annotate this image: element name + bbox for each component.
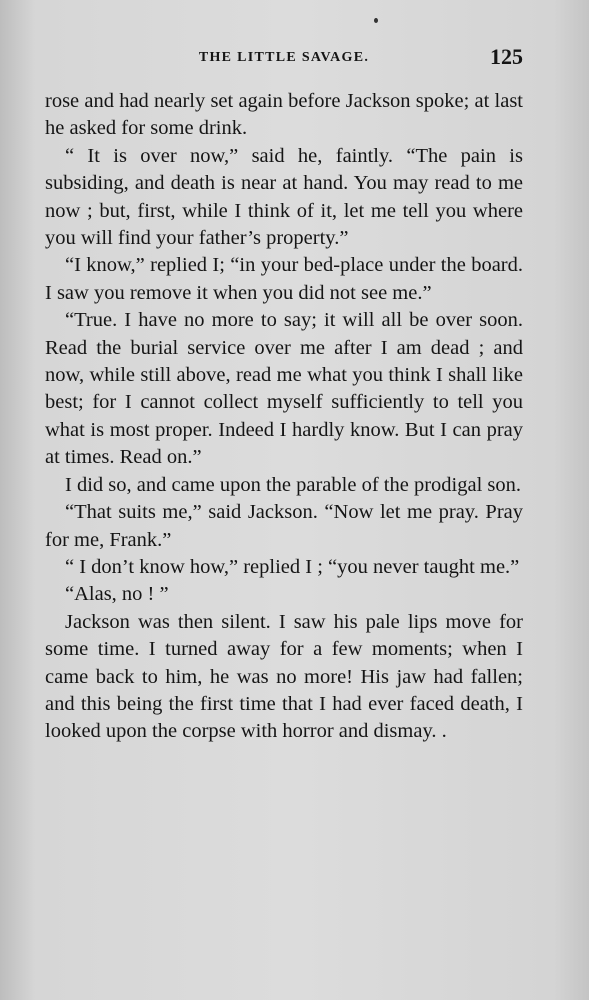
paragraph: “ It is over now,” said he, faintly. “The pain is subsiding, and death is near at hand. You may read to me now ; but, first, while I think of it, let me tell you where you will find your father’s property.”: [45, 144, 523, 250]
paragraph: Jackson was then silent. I saw his pale lips move for some time. I turned away for a few moments; when I came back to him, he was no more! His jaw had fallen; and this being the first time that I had ever faced death, I looked upon the corpse with horror and dismay. .: [45, 610, 523, 743]
print-speck: [374, 18, 378, 23]
paragraph: “I know,” replied I; “in your bed-place under the board. I saw you remove it when you did not see me.”: [45, 254, 523, 304]
paragraph: “Alas, no ! ”: [65, 583, 169, 606]
page-header: [45, 44, 523, 72]
body-text: [45, 88, 523, 746]
paragraph: “That suits me,” said Jackson. “Now let me pray. Pray for me, Frank.”: [45, 501, 523, 551]
paragraph: I did so, and came upon the parable of the prodigal son.: [65, 473, 521, 496]
paragraph: “ I don’t know how,” replied I ; “you never taught me.”: [65, 555, 520, 578]
paragraph: “True. I have no more to say; it will all be over soon. Read the burial service over me after I am dead ; and now, while still above, read me what you think I shall like best; for I cannot collect myself sufficiently to tell you what is most proper. Indeed I hardly know. But I can pray at times. Read on.”: [45, 309, 523, 469]
page-number: 125: [490, 44, 523, 69]
running-title: THE LITTLE SAVAGE.: [198, 50, 370, 65]
paragraph: rose and had nearly set again before Jackson spoke; at last he asked for some drink.: [45, 90, 523, 140]
